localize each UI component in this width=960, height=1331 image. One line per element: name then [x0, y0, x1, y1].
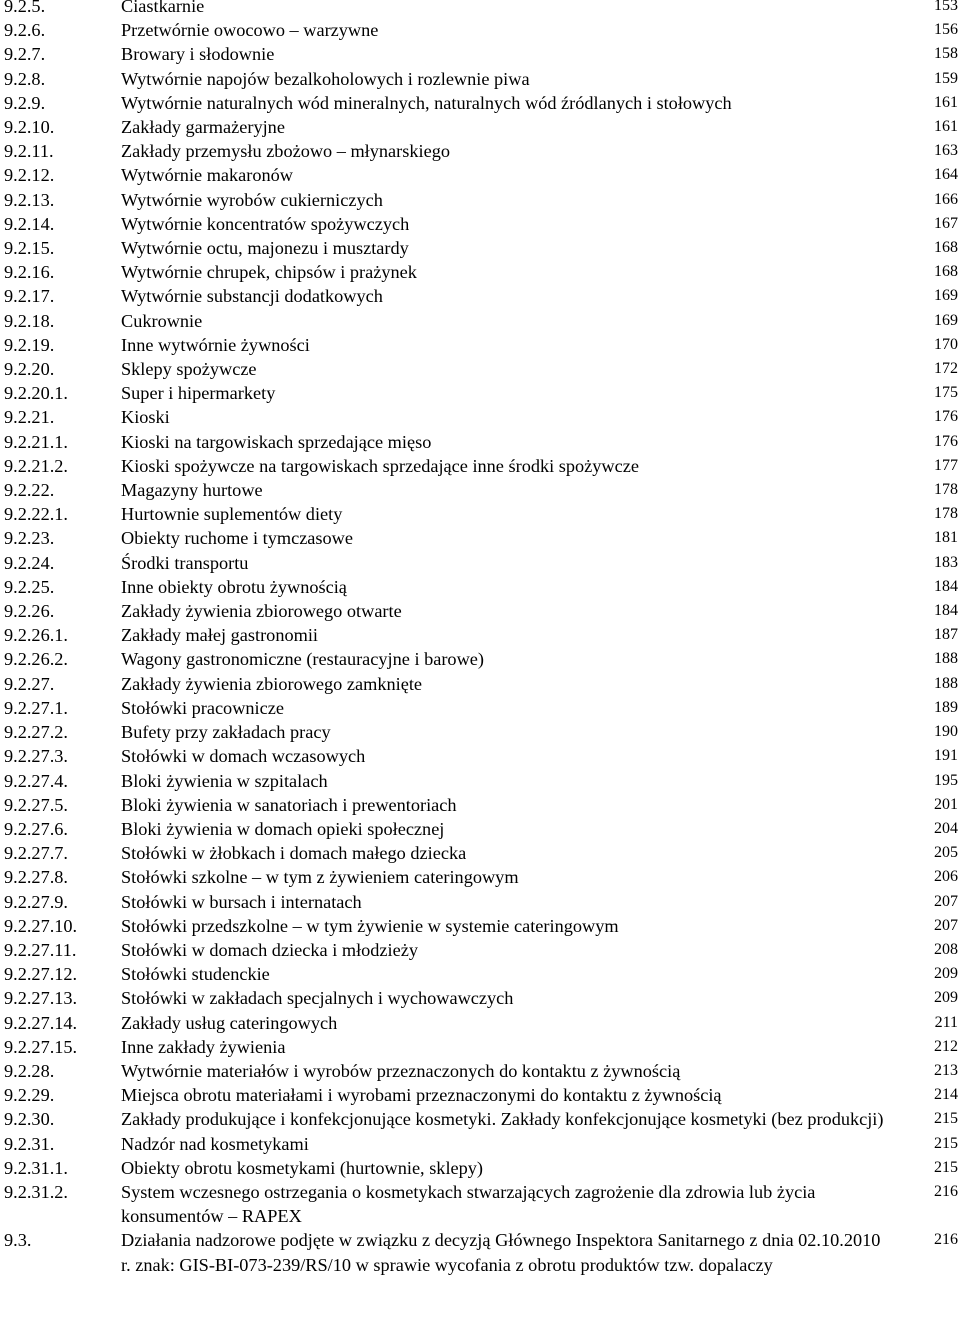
- toc-entry[interactable]: [0, 962, 960, 986]
- toc-entry[interactable]: [0, 623, 960, 647]
- toc-entry-title: Środki transportu: [121, 552, 249, 573]
- toc-entry-page-number: 161: [934, 118, 958, 136]
- toc-entry[interactable]: [0, 430, 960, 454]
- toc-entry-number: 9.2.11.: [4, 141, 54, 162]
- toc-entry-title: Magazyny hurtowe: [121, 480, 263, 501]
- toc-entry[interactable]: [0, 841, 960, 865]
- toc-entry-number: 9.2.8.: [4, 68, 46, 89]
- toc-entry-number: 9.2.30.: [4, 1109, 55, 1130]
- toc-entry-number: 9.2.27.2.: [4, 722, 68, 743]
- toc-entry-page-number: 215: [934, 1158, 958, 1176]
- toc-entry-number: 9.2.14.: [4, 213, 55, 234]
- toc-entry-title: Zakłady usług cateringowych: [121, 1012, 338, 1033]
- toc-entry[interactable]: [0, 1132, 960, 1156]
- toc-entry-page-number: 209: [934, 965, 958, 983]
- toc-entry-title: Kioski: [121, 407, 170, 428]
- toc-entry[interactable]: [0, 526, 960, 550]
- toc-entry-title: Inne wytwórnie żywności: [121, 334, 310, 355]
- toc-entry-number: 9.2.31.1.: [4, 1157, 68, 1178]
- toc-entry-title: Bufety przy zakładach pracy: [121, 722, 331, 743]
- toc-entry-page-number: 206: [934, 868, 958, 886]
- toc-entry-title: Wytwórnie koncentratów spożywczych: [121, 213, 410, 234]
- toc-entry-number: 9.2.27.10.: [4, 915, 78, 936]
- toc-entry-title: Wytwórnie octu, majonezu i musztardy: [121, 238, 409, 259]
- toc-entry[interactable]: [0, 647, 960, 671]
- toc-entry-title: Stołówki w domach wczasowych: [121, 746, 366, 767]
- toc-entry[interactable]: [0, 115, 960, 139]
- toc-entry-title: Wagony gastronomiczne (restauracyjne i barowe): [121, 649, 484, 670]
- toc-entry-title: Stołówki przedszkolne – w tym żywienie w systemie cateringowym: [121, 915, 619, 936]
- toc-entry-number: 9.2.26.2.: [4, 649, 68, 670]
- toc-entry-title: Zakłady przemysłu zbożowo – młynarskiego: [121, 141, 450, 162]
- toc-entry-page-number: 205: [934, 844, 958, 862]
- toc-entry-page-number: 207: [934, 916, 958, 934]
- toc-entry-title: Wytwórnie napojów bezalkoholowych i rozlewnie piwa: [121, 68, 530, 89]
- toc-entry-title: System wczesnego ostrzegania o kosmetykach stwarzających zagrożenie dla zdrowia lub życia konsumentów – RAPEX: [121, 1181, 816, 1227]
- toc-entry-number: 9.2.13.: [4, 189, 55, 210]
- toc-entry[interactable]: [0, 188, 960, 212]
- toc-entry-number: 9.2.27.6.: [4, 818, 68, 839]
- toc-entry[interactable]: [0, 42, 960, 66]
- toc-entry-number: 9.2.22.: [4, 480, 55, 501]
- toc-entry-page-number: 184: [934, 577, 958, 595]
- toc-entry[interactable]: [0, 1011, 960, 1035]
- toc-entry[interactable]: [0, 91, 960, 115]
- toc-entry-page-number: 158: [934, 45, 958, 63]
- toc-entry-number: 9.2.27.: [4, 673, 55, 694]
- toc-entry[interactable]: [0, 284, 960, 308]
- toc-entry-title: Kioski spożywcze na targowiskach sprzedające inne środki spożywcze: [121, 455, 639, 476]
- toc-entry-number: 9.2.7.: [4, 44, 46, 65]
- toc-entry-title: Zakłady produkujące i konfekcjonujące kosmetyki. Zakłady konfekcjonujące kosmetyki (bez produkcji): [121, 1109, 884, 1130]
- toc-entry-page-number: 204: [934, 819, 958, 837]
- toc-entry[interactable]: [0, 502, 960, 526]
- toc-entry-title: Zakłady małej gastronomii: [121, 625, 318, 646]
- toc-entry[interactable]: [0, 478, 960, 502]
- toc-entry-number: 9.2.27.15.: [4, 1036, 78, 1057]
- toc-entry-title: Zakłady żywienia zbiorowego otwarte: [121, 601, 402, 622]
- toc-entry-title: Wytwórnie wyrobów cukierniczych: [121, 189, 383, 210]
- toc-entry-page-number: 213: [934, 1061, 958, 1079]
- toc-entry[interactable]: [0, 1156, 960, 1180]
- toc-entry-title: Browary i słodownie: [121, 44, 275, 65]
- toc-entry-title: Obiekty obrotu kosmetykami (hurtownie, sklepy): [121, 1157, 484, 1178]
- toc-entry-page-number: 216: [934, 1231, 958, 1249]
- toc-entry-title: Zakłady garmażeryjne: [121, 117, 285, 138]
- toc-entry-page-number: 161: [934, 93, 958, 111]
- toc-entry-page-number: 195: [934, 771, 958, 789]
- toc-entry[interactable]: [0, 357, 960, 381]
- toc-entry-page-number: 170: [934, 335, 958, 353]
- toc-entry-number: 9.2.22.1.: [4, 504, 68, 525]
- toc-entry-page-number: 167: [934, 214, 958, 232]
- toc-entry-title: Przetwórnie owocowo – warzywne: [121, 20, 379, 41]
- toc-entry[interactable]: [0, 405, 960, 429]
- toc-entry[interactable]: [0, 212, 960, 236]
- toc-entry-title: Nadzór nad kosmetykami: [121, 1133, 309, 1154]
- toc-entry-title: Super i hipermarkety: [121, 383, 276, 404]
- toc-entry-title: Inne zakłady żywienia: [121, 1036, 286, 1057]
- toc-entry-page-number: 189: [934, 698, 958, 716]
- toc-entry-title: Stołówki pracownicze: [121, 697, 284, 718]
- toc-entry-page-number: 168: [934, 263, 958, 281]
- toc-entry-title: Wytwórnie naturalnych wód mineralnych, naturalnych wód źródlanych i stołowych: [121, 92, 732, 113]
- toc-entry[interactable]: [0, 18, 960, 42]
- toc-entry-number: 9.2.9.: [4, 92, 46, 113]
- toc-entry[interactable]: [0, 817, 960, 841]
- toc-entry-number: 9.2.21.2.: [4, 455, 68, 476]
- toc-entry-page-number: 156: [934, 21, 958, 39]
- toc-entry-number: 9.2.6.: [4, 20, 46, 41]
- toc-entry[interactable]: [0, 672, 960, 696]
- toc-entry-title: Obiekty ruchome i tymczasowe: [121, 528, 353, 549]
- toc-entry-number: 9.2.27.3.: [4, 746, 68, 767]
- toc-entry-page-number: 187: [934, 626, 958, 644]
- toc-entry[interactable]: [0, 309, 960, 333]
- toc-entry-page-number: 212: [934, 1037, 958, 1055]
- toc-entry-number: 9.2.17.: [4, 286, 55, 307]
- toc-entry[interactable]: [0, 139, 960, 163]
- toc-entry-page-number: 215: [934, 1134, 958, 1152]
- toc-entry-number: 9.2.27.5.: [4, 794, 68, 815]
- toc-entry[interactable]: [0, 865, 960, 889]
- toc-entry-number: 9.2.23.: [4, 528, 55, 549]
- toc-entry-number: 9.2.24.: [4, 552, 55, 573]
- toc-entry-number: 9.2.27.14.: [4, 1012, 78, 1033]
- toc-entry-number: 9.2.19.: [4, 334, 55, 355]
- toc-entry-page-number: 190: [934, 723, 958, 741]
- toc-entry-title: Wytwórnie materiałów i wyrobów przeznaczonych do kontaktu z żywnością: [121, 1060, 681, 1081]
- toc-entry[interactable]: [0, 1228, 960, 1276]
- toc-entry-title: Inne obiekty obrotu żywnością: [121, 576, 347, 597]
- toc-entry-number: 9.2.26.: [4, 601, 55, 622]
- toc-entry-page-number: 183: [934, 553, 958, 571]
- toc-entry-number: 9.2.29.: [4, 1085, 55, 1106]
- toc-entry-page-number: 188: [934, 674, 958, 692]
- toc-entry-page-number: 215: [934, 1110, 958, 1128]
- toc-entry-number: 9.2.25.: [4, 576, 55, 597]
- toc-entry-title: Ciastkarnie: [121, 0, 205, 16]
- toc-entry-title: Stołówki w żłobkach i domach małego dziecka: [121, 843, 467, 864]
- toc-entry-number: 9.2.16.: [4, 262, 55, 283]
- toc-entry[interactable]: [0, 769, 960, 793]
- toc-entry-page-number: 169: [934, 311, 958, 329]
- toc-entry-page-number: 176: [934, 432, 958, 450]
- toc-entry[interactable]: [0, 67, 960, 91]
- toc-entry[interactable]: [0, 1059, 960, 1083]
- toc-entry[interactable]: [0, 1180, 960, 1228]
- toc-entry[interactable]: [0, 260, 960, 284]
- toc-entry-number: 9.2.20.1.: [4, 383, 68, 404]
- toc-entry-title: Wytwórnie substancji dodatkowych: [121, 286, 383, 307]
- toc-entry-title: Cukrownie: [121, 310, 203, 331]
- toc-entry-number: 9.2.27.9.: [4, 891, 68, 912]
- toc-entry-number: 9.2.27.8.: [4, 867, 68, 888]
- toc-entry-number: 9.2.27.1.: [4, 697, 68, 718]
- toc-entry[interactable]: [0, 333, 960, 357]
- toc-entry-page-number: 216: [934, 1182, 958, 1200]
- toc-entry-page-number: 163: [934, 142, 958, 160]
- toc-entry-page-number: 175: [934, 384, 958, 402]
- toc-entry-page-number: 164: [934, 166, 958, 184]
- toc-entry-number: 9.2.28.: [4, 1060, 55, 1081]
- toc-entry-number: 9.2.5.: [4, 0, 46, 16]
- toc-entry[interactable]: [0, 381, 960, 405]
- toc-entry-page-number: 169: [934, 287, 958, 305]
- toc-entry[interactable]: [0, 0, 960, 18]
- toc-entry-number: 9.2.15.: [4, 238, 55, 259]
- toc-entry-title: Zakłady żywienia zbiorowego zamknięte: [121, 673, 423, 694]
- toc-entry-number: 9.2.31.2.: [4, 1181, 68, 1202]
- toc-entry-page-number: 176: [934, 408, 958, 426]
- toc-entry-title: Kioski na targowiskach sprzedające mięso: [121, 431, 432, 452]
- toc-entry[interactable]: [0, 986, 960, 1010]
- toc-entry-title: Bloki żywienia w sanatoriach i prewentoriach: [121, 794, 457, 815]
- toc-entry-page-number: 178: [934, 505, 958, 523]
- toc-entry-title: Stołówki w domach dziecka i młodzieży: [121, 939, 418, 960]
- toc-entry-number: 9.2.18.: [4, 310, 55, 331]
- toc-entry-title: Bloki żywienia w domach opieki społecznej: [121, 818, 445, 839]
- toc-entry-number: 9.2.27.7.: [4, 843, 68, 864]
- toc-entry-page-number: 168: [934, 239, 958, 257]
- toc-entry-number: 9.2.27.13.: [4, 988, 78, 1009]
- toc-entry-page-number: 191: [934, 747, 958, 765]
- toc-entry[interactable]: [0, 163, 960, 187]
- toc-entry[interactable]: [0, 890, 960, 914]
- toc-entry-title: Wytwórnie makaronów: [121, 165, 294, 186]
- toc-entry-number: 9.2.27.4.: [4, 770, 68, 791]
- toc-entry-number: 9.2.27.11.: [4, 939, 77, 960]
- toc-entry[interactable]: [0, 1107, 960, 1131]
- toc-entry-page-number: 177: [934, 456, 958, 474]
- toc-entry-page-number: 211: [934, 1013, 958, 1031]
- toc-entry-number: 9.3.: [4, 1230, 32, 1251]
- toc-entry[interactable]: [0, 454, 960, 478]
- toc-entry-title: Stołówki w zakładach specjalnych i wychowawczych: [121, 988, 514, 1009]
- toc-entry-number: 9.2.20.: [4, 359, 55, 380]
- toc-entry-title: Stołówki studenckie: [121, 964, 270, 985]
- toc-entry[interactable]: [0, 236, 960, 260]
- toc-entry-number: 9.2.21.: [4, 407, 55, 428]
- toc-entry-page-number: 159: [934, 69, 958, 87]
- toc-entry-page-number: 207: [934, 892, 958, 910]
- toc-entry[interactable]: [0, 1083, 960, 1107]
- toc-entry-title: Bloki żywienia w szpitalach: [121, 770, 328, 791]
- toc-entry[interactable]: [0, 551, 960, 575]
- toc-entry-title: Wytwórnie chrupek, chipsów i prażynek: [121, 262, 417, 283]
- toc-entry-title: Stołówki w bursach i internatach: [121, 891, 362, 912]
- toc-entry-number: 9.2.26.1.: [4, 625, 68, 646]
- toc-entry-page-number: 181: [934, 529, 958, 547]
- toc-entry-page-number: 172: [934, 360, 958, 378]
- toc-entry-page-number: 188: [934, 650, 958, 668]
- toc-entry[interactable]: [0, 696, 960, 720]
- toc-entry-page-number: 209: [934, 989, 958, 1007]
- toc-entry-number: 9.2.10.: [4, 117, 55, 138]
- toc-entry-page-number: 166: [934, 190, 958, 208]
- toc-entry-number: 9.2.31.: [4, 1133, 55, 1154]
- toc-entry-page-number: 214: [934, 1086, 958, 1104]
- toc-entry-title: Działania nadzorowe podjęte w związku z decyzją Głównego Inspektora Sanitarnego z dnia 02.10.2010 r. znak: GIS-BI-073-239/RS/10 w sprawie wycofania z obrotu produktów tzw. dopalaczy: [121, 1230, 881, 1275]
- toc-entry-page-number: 153: [934, 0, 958, 14]
- toc-entry[interactable]: [0, 1035, 960, 1059]
- toc-entry-title: Stołówki szkolne – w tym z żywieniem cateringowym: [121, 867, 519, 888]
- toc-entry-number: 9.2.21.1.: [4, 431, 68, 452]
- toc-entry-title: Sklepy spożywcze: [121, 359, 257, 380]
- toc-entry-title: Hurtownie suplementów diety: [121, 504, 343, 525]
- toc-entry[interactable]: [0, 720, 960, 744]
- toc-entry-page-number: 201: [934, 795, 958, 813]
- toc-entry-title: Miejsca obrotu materiałami i wyrobami przeznaczonymi do kontaktu z żywnością: [121, 1085, 722, 1106]
- toc-entry[interactable]: [0, 914, 960, 938]
- toc-entry[interactable]: [0, 744, 960, 768]
- toc-entry-page-number: 184: [934, 602, 958, 620]
- toc-entry-number: 9.2.27.12.: [4, 964, 78, 985]
- toc-entry-page-number: 208: [934, 940, 958, 958]
- toc-entry[interactable]: [0, 599, 960, 623]
- toc-entry-number: 9.2.12.: [4, 165, 55, 186]
- toc-entry[interactable]: [0, 793, 960, 817]
- toc-entry[interactable]: [0, 938, 960, 962]
- toc-entry[interactable]: [0, 575, 960, 599]
- toc-entry-page-number: 178: [934, 481, 958, 499]
